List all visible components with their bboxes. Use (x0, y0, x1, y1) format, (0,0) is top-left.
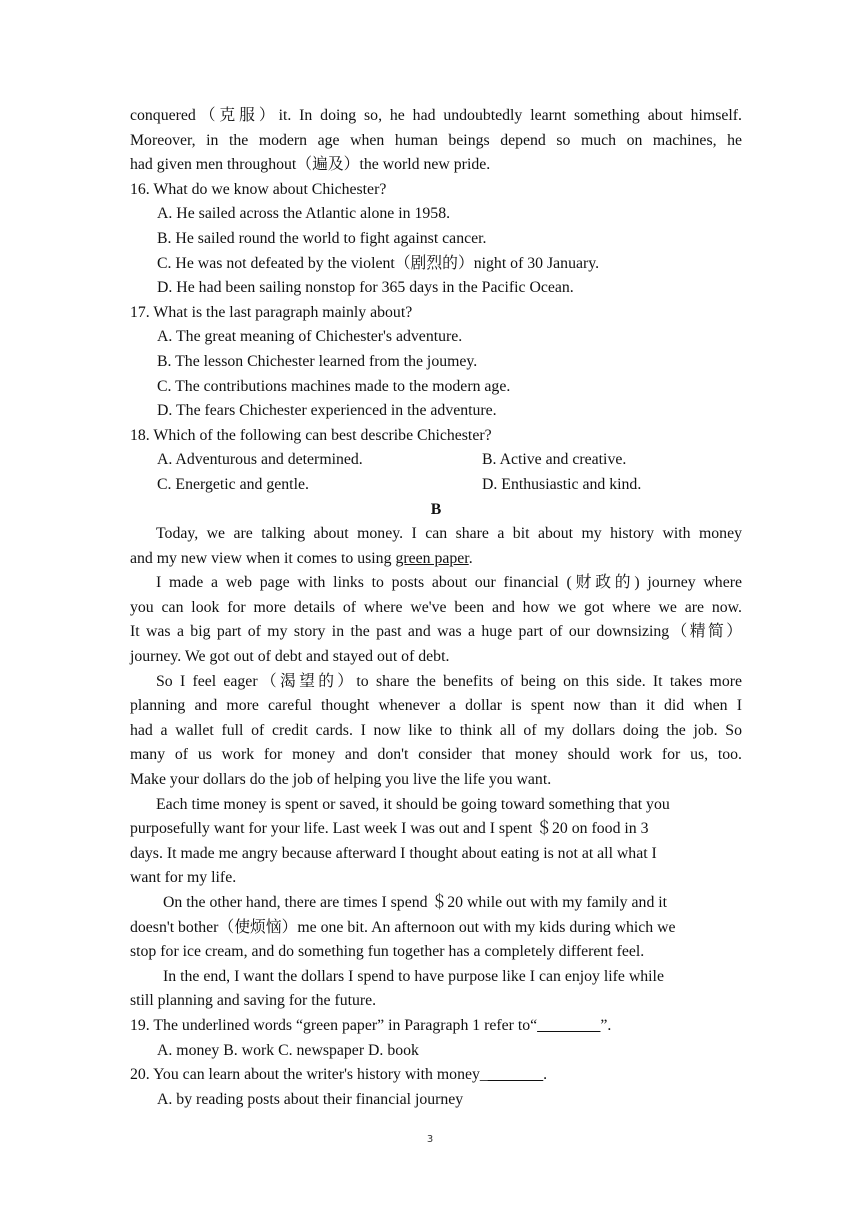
question-20-option-a: A. by reading posts about their financial journey (157, 1090, 464, 1108)
question-16-option-c: C. He was not defeated by the violent（剧烈的）night of 30 January. (157, 254, 600, 272)
paragraph-line (130, 547, 742, 572)
text-span: and my new view when it comes to using (130, 549, 396, 567)
question-18-option-b: B. Active and creative. (482, 451, 627, 469)
paragraph-line: doesn't bother（使烦恼）me one bit. An afternoon out with my kids during which we (130, 918, 676, 936)
answer-blank: _______ (487, 1066, 544, 1084)
question-19-stem (130, 1014, 742, 1039)
question-17-option-b: B. The lesson Chichester learned from the joumey. (157, 352, 478, 370)
text-span: ”. (600, 1016, 612, 1034)
passage-a-line: had given men throughout（遍及）the world new pride. (130, 156, 491, 174)
question-19-options: A. money B. work C. newspaper D. book (157, 1041, 419, 1059)
question-17-option-d: D. The fears Chichester experienced in the adventure. (157, 402, 497, 420)
text-span: . (468, 549, 473, 567)
question-16-option-b: B. He sailed round the world to fight against cancer. (157, 229, 487, 247)
paragraph-line: still planning and saving for the future. (130, 992, 377, 1010)
paragraph-line: It was a big part of my story in the past and was a huge part of our downsizing（精简） (130, 623, 742, 641)
question-16-stem: 16. What do we know about Chichester? (130, 180, 387, 198)
answer-blank: ________ (537, 1016, 601, 1034)
question-18-options-row (130, 473, 742, 498)
question-16-option-d: D. He had been sailing nonstop for 365 days in the Pacific Ocean. (157, 279, 574, 297)
question-18-option-d: D. Enthusiastic and kind. (482, 475, 642, 493)
question-18-options-row (130, 448, 742, 473)
paragraph-line: stop for ice cream, and do something fun together has a completely different feel. (130, 943, 645, 961)
passage-a-line: conquered（克服）it. In doing so, he had undoubtedly learnt something about himself. (130, 107, 742, 124)
question-18-option-a: A. Adventurous and determined. (157, 451, 363, 469)
question-17-option-c: C. The contributions machines made to the modern age. (157, 377, 511, 395)
paragraph-line: want for my life. (130, 869, 237, 887)
paragraph-line: had a wallet full of credit cards. I now like to think all of my dollars doing the job. So (130, 721, 742, 739)
question-20-stem (130, 1063, 742, 1088)
paragraph-line: days. It made me angry because afterward I thought about eating is not at all what I (130, 844, 657, 862)
paragraph-line: journey. We got out of debt and stayed out of debt. (130, 648, 450, 666)
text-span: 19. The underlined words “green paper” in Paragraph 1 refer to“ (130, 1016, 538, 1034)
question-17-option-a: A. The great meaning of Chichester's adventure. (157, 328, 463, 346)
underlined-green-paper: green paper (395, 549, 469, 567)
paragraph-line: In the end, I want the dollars I spend to have purpose like I can enjoy life while (163, 967, 664, 985)
text-span: . (543, 1066, 548, 1084)
paragraph-line: I made a web page with links to posts about our financial (财政的) journey where (156, 574, 742, 592)
question-16-option-a: A. He sailed across the Atlantic alone in 1958. (157, 205, 451, 223)
page-number: 3 (426, 1134, 434, 1145)
paragraph-line: many of us work for money and don't consider that money should work for us, too. (130, 746, 742, 764)
paragraph-line: Today, we are talking about money. I can share a bit about my history with money (156, 525, 742, 543)
passage-a-line: Moreover, in the modern age when human beings depend so much on machines, he (130, 131, 742, 149)
paragraph-line: planning and more careful thought whenever a dollar is spent now than it did when I (130, 697, 742, 715)
paragraph-line: you can look for more details of where we've been and how we got where we are now. (130, 598, 742, 616)
paragraph-line: Each time money is spent or saved, it should be going toward something that you (156, 795, 670, 813)
paragraph-line: purposefully want for your life. Last week I was out and I spent ＄20 on food in 3 (130, 820, 649, 838)
paragraph-line: Make your dollars do the job of helping you live the life you want. (130, 771, 552, 789)
text-span: 20. You can learn about the writer's history with money_ (130, 1066, 488, 1084)
section-b-heading: B (430, 500, 442, 518)
page-content (130, 104, 742, 1112)
question-18-stem: 18. Which of the following can best describe Chichester? (130, 426, 492, 444)
question-17-stem: 17. What is the last paragraph mainly about? (130, 303, 413, 321)
paragraph-line: So I feel eager（渴望的）to share the benefits of being on this side. It takes more (156, 672, 742, 690)
question-18-option-c: C. Energetic and gentle. (157, 475, 309, 493)
paragraph-line: On the other hand, there are times I spend ＄20 while out with my family and it (163, 894, 668, 911)
